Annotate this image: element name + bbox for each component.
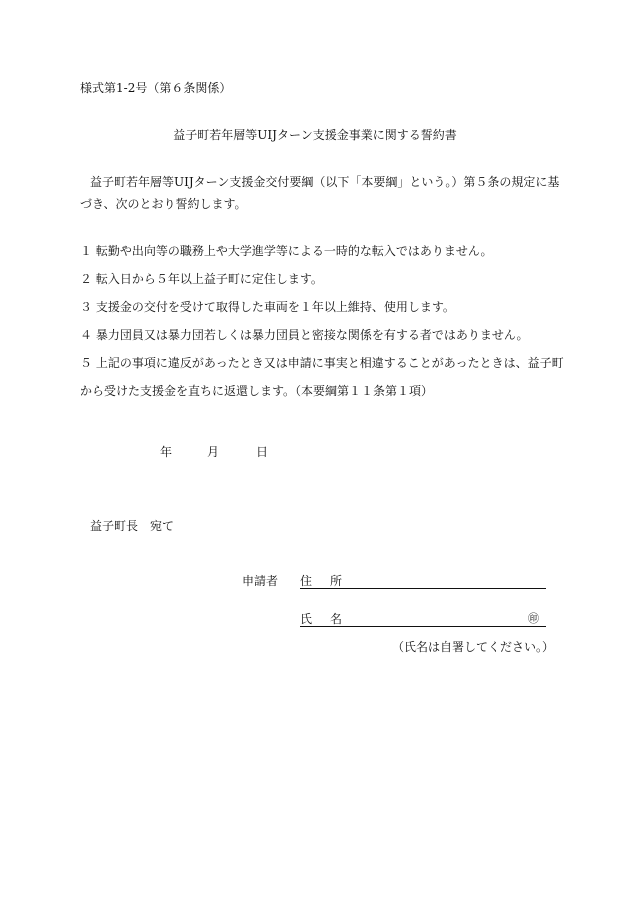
pledge-item-4: ４ 暴力団員又は暴力団若しくは暴力団員と密接な関係を有する者ではありません。: [80, 328, 529, 342]
address-line[interactable]: [300, 588, 546, 589]
name-line[interactable]: [300, 626, 546, 627]
pledge-item-3: ３ 支援金の交付を受けて取得した車両を１年以上維持、使用します。: [80, 300, 455, 314]
pledge-item-1: １ 転勤や出向等の職務上や大学進学等による一時的な転入ではありません。: [80, 244, 493, 258]
pledge-item-5-continued: から受けた支援金を直ちに返還します。（本要綱第１１条第１項）: [80, 384, 434, 398]
name-label: 氏名: [300, 612, 361, 626]
pledge-item-2: ２ 転入日から５年以上益子町に定住します。: [80, 272, 323, 286]
pledge-item-5: ５ 上記の事項に違反があったとき又は申請に事実と相違することがあったときは、益子町: [80, 356, 564, 370]
seal-mark: ㊞: [528, 612, 539, 625]
intro-line-1: 益子町若年層等UIJターン支援金交付要綱（以下「本要綱」という。）第５条の規定に基: [90, 175, 560, 189]
date-day-label: 日: [256, 445, 269, 459]
addressee: 益子町長 宛て: [90, 519, 175, 533]
date-year-label: 年: [160, 445, 173, 459]
applicant-label: 申請者: [242, 574, 279, 588]
intro-line-2: づき、次のとおり誓約します。: [80, 197, 247, 211]
date-month-label: 月: [207, 445, 220, 459]
document-title: 益子町若年層等UIJターン支援金事業に関する誓約書: [173, 128, 457, 142]
form-number: 様式第1-2号（第６条関係）: [80, 81, 232, 95]
signature-note: （氏名は自署してください。）: [392, 640, 555, 654]
address-label: 住所: [300, 574, 361, 588]
